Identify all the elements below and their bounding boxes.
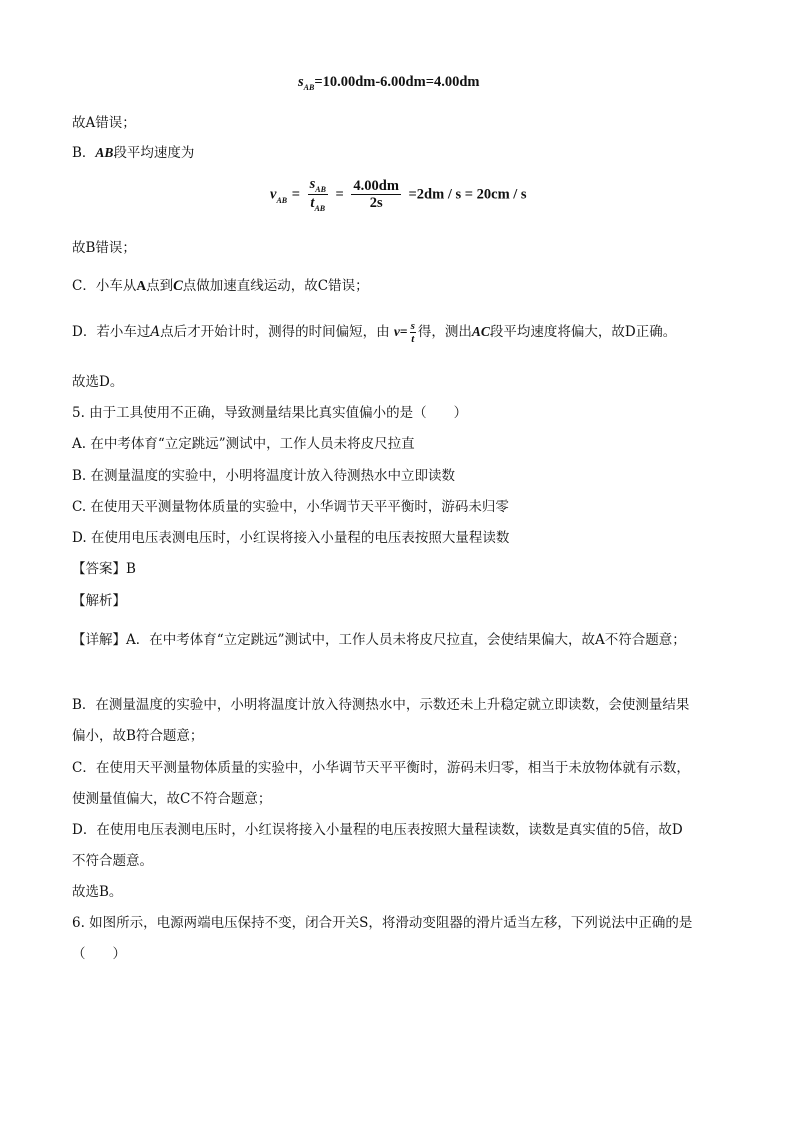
q5-option-a: A. 在中考体育“立定跳远”测试中，工作人员未将皮尺拉直 — [72, 436, 415, 452]
fraction-s-over-t: $\frac{s_{AB}}{t_{AB}}$ — [309, 176, 326, 213]
q5-option-d: D. 在使用电压表测电压时，小红误将接入小量程的电压表按照大量程读数 — [72, 530, 510, 546]
q6-stem-line1: 6. 如图所示，电源两端电压保持不变，闭合开关S，将滑动变阻器的滑片适当左移，下列说法中正确的是 — [72, 915, 693, 931]
q5-analysis-label: 【解析】 — [72, 593, 126, 609]
q5-detail-c-line2: 使测量值偏大，故C不符合题意； — [72, 791, 272, 807]
q5-option-b: B. 在测量温度的实验中，小明将温度计放入待测热水中立即读数 — [72, 468, 456, 484]
d-line: D．若小车过A点后才开始计时，测得的时间偏短，由 v= $\frac{s}{t}$ 得，测出AC段平均速度将偏大，故D正确。 — [72, 320, 677, 345]
equation-v-ab: $v_{AB}$ = $\frac{s_{AB}}{t_{AB}}$ = $\frac{4.00dm}{2s}$ =2dm / s = 20cm / s — [270, 176, 527, 213]
q5-choose-text: 故选B。 — [72, 884, 123, 900]
q5-detail-d-line1: D．在使用电压表测电压时，小红误将接入小量程的电压表按照大量程读数，读数是真实值的5倍，故D — [72, 822, 683, 838]
q5-option-c: C. 在使用天平测量物体质量的实验中，小华调节天平平衡时，游码未归零 — [72, 499, 509, 515]
q5-detail-c-line1: C．在使用天平测量物体质量的实验中，小华调节天平平衡时，游码未归零，相当于未放物体就有示数， — [72, 760, 690, 776]
fraction-distance-over-time: $\frac{4.00dm}{2s}$ — [353, 178, 399, 211]
fraction-v-s-over-t: $\frac{s}{t}$ — [410, 320, 415, 345]
choose-d-text: 故选D。 — [72, 374, 124, 390]
q5-detail-b-line2: 偏小，故B符合题意； — [72, 728, 204, 744]
b-wrong-text: 故B错误； — [72, 240, 136, 256]
q6-stem-line2: （ ） — [72, 946, 126, 962]
c-line: C．小车从A点到C点做加速直线运动，故C错误； — [72, 278, 369, 294]
q5-stem: 5. 由于工具使用不正确，导致测量结果比真实值偏小的是（ ） — [72, 405, 468, 421]
q5-answer: 【答案】B — [72, 561, 136, 577]
q5-detail-d-line2: 不符合题意。 — [72, 853, 153, 869]
q5-detail-a: 【详解】A．在中考体育“立定跳远”测试中，工作人员未将皮尺拉直，会使结果偏大，故A不符合题意； — [72, 632, 686, 648]
q5-detail-b-line1: B．在测量温度的实验中，小明将温度计放入待测热水中，示数还未上升稳定就立即读数，会使测量结果 — [72, 697, 690, 713]
a-wrong-text: 故A错误； — [72, 115, 136, 131]
equation-s-ab: $s_{AB}=10.00dm-6.00dm=4.00dm$ — [298, 74, 480, 92]
b-intro-text: B．AB段平均速度为 — [72, 145, 195, 161]
